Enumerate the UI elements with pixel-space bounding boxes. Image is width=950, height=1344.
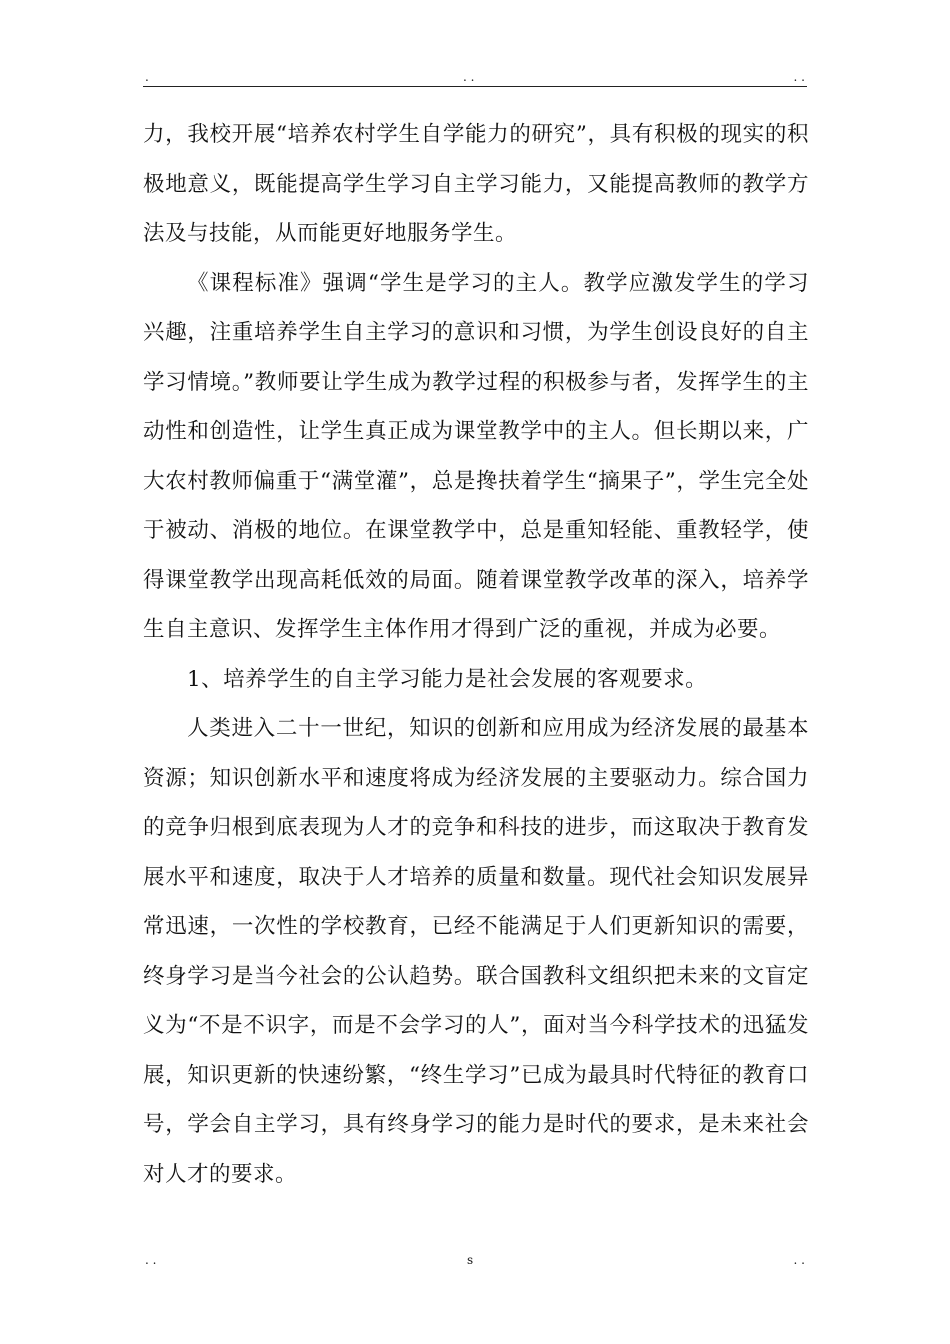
section-heading-1: 1、培养学生的自主学习能力是社会发展的客观要求。 bbox=[187, 666, 708, 692]
header-left-mark: . bbox=[145, 70, 149, 84]
header-right-mark: . . bbox=[793, 70, 805, 84]
paragraph-curriculum-standard: 《课程标准》强调“学生是学习的主人。教学应激发学生的学习兴趣，注重培养学生自主学习的意识和习惯，为学生创设良好的自主学习情境。”教师要让学生成为教学过程的积极参与者，发挥学生的主动性和创造性，让学生真正成为课堂教学中的主人。但长期以来，广大农村教师偏重于“满堂灌”，总是搀扶着学生“摘果子”，学生完全处于被动、消极的地位。在课堂教学中，总是重知轻能、重教轻学，使得课堂教学出现高耗低效的局面。随着课堂教学改革的深入，培养学生自主意识、发挥学生主体作用才得到广泛的重视，并成为必要。 bbox=[143, 270, 810, 642]
document-body bbox=[143, 110, 809, 1199]
footer-center-mark: s bbox=[467, 1253, 474, 1267]
footer-left-mark: . . bbox=[145, 1253, 157, 1267]
page-header bbox=[143, 68, 807, 87]
paragraph-social-development: 人类进入二十一世纪，知识的创新和应用成为经济发展的最基本资源；知识创新水平和速度将成为经济发展的主要驱动力。综合国力的竞争归根到底表现为人才的竞争和科技的进步，而这取决于教育发展水平和速度，取决于人才培养的质量和数量。现代社会知识发展异常迅速，一次性的学校教育，已经不能满足于人们更新知识的需要，终身学习是当今社会的公认趋势。联合国教科文组织把未来的文盲定义为“不是不识字，而是不会学习的人”，面对当今科学技术的迅猛发展，知识更新的快速纷繁，“终生学习”已成为最具时代特征的教育口号，学会自主学习，具有终身学习的能力是时代的要求，是未来社会对人才的要求。 bbox=[143, 716, 809, 1187]
paragraph-continuation: 力，我校开展“培养农村学生自学能力的研究”，具有积极的现实的积极地意义，既能提高学生学习自主学习能力，又能提高教师的教学方法及与技能，从而能更好地服务学生。 bbox=[143, 122, 809, 246]
page-footer bbox=[143, 1250, 807, 1270]
footer-right-mark: . . bbox=[793, 1253, 805, 1267]
header-center-mark: . . bbox=[463, 70, 475, 84]
